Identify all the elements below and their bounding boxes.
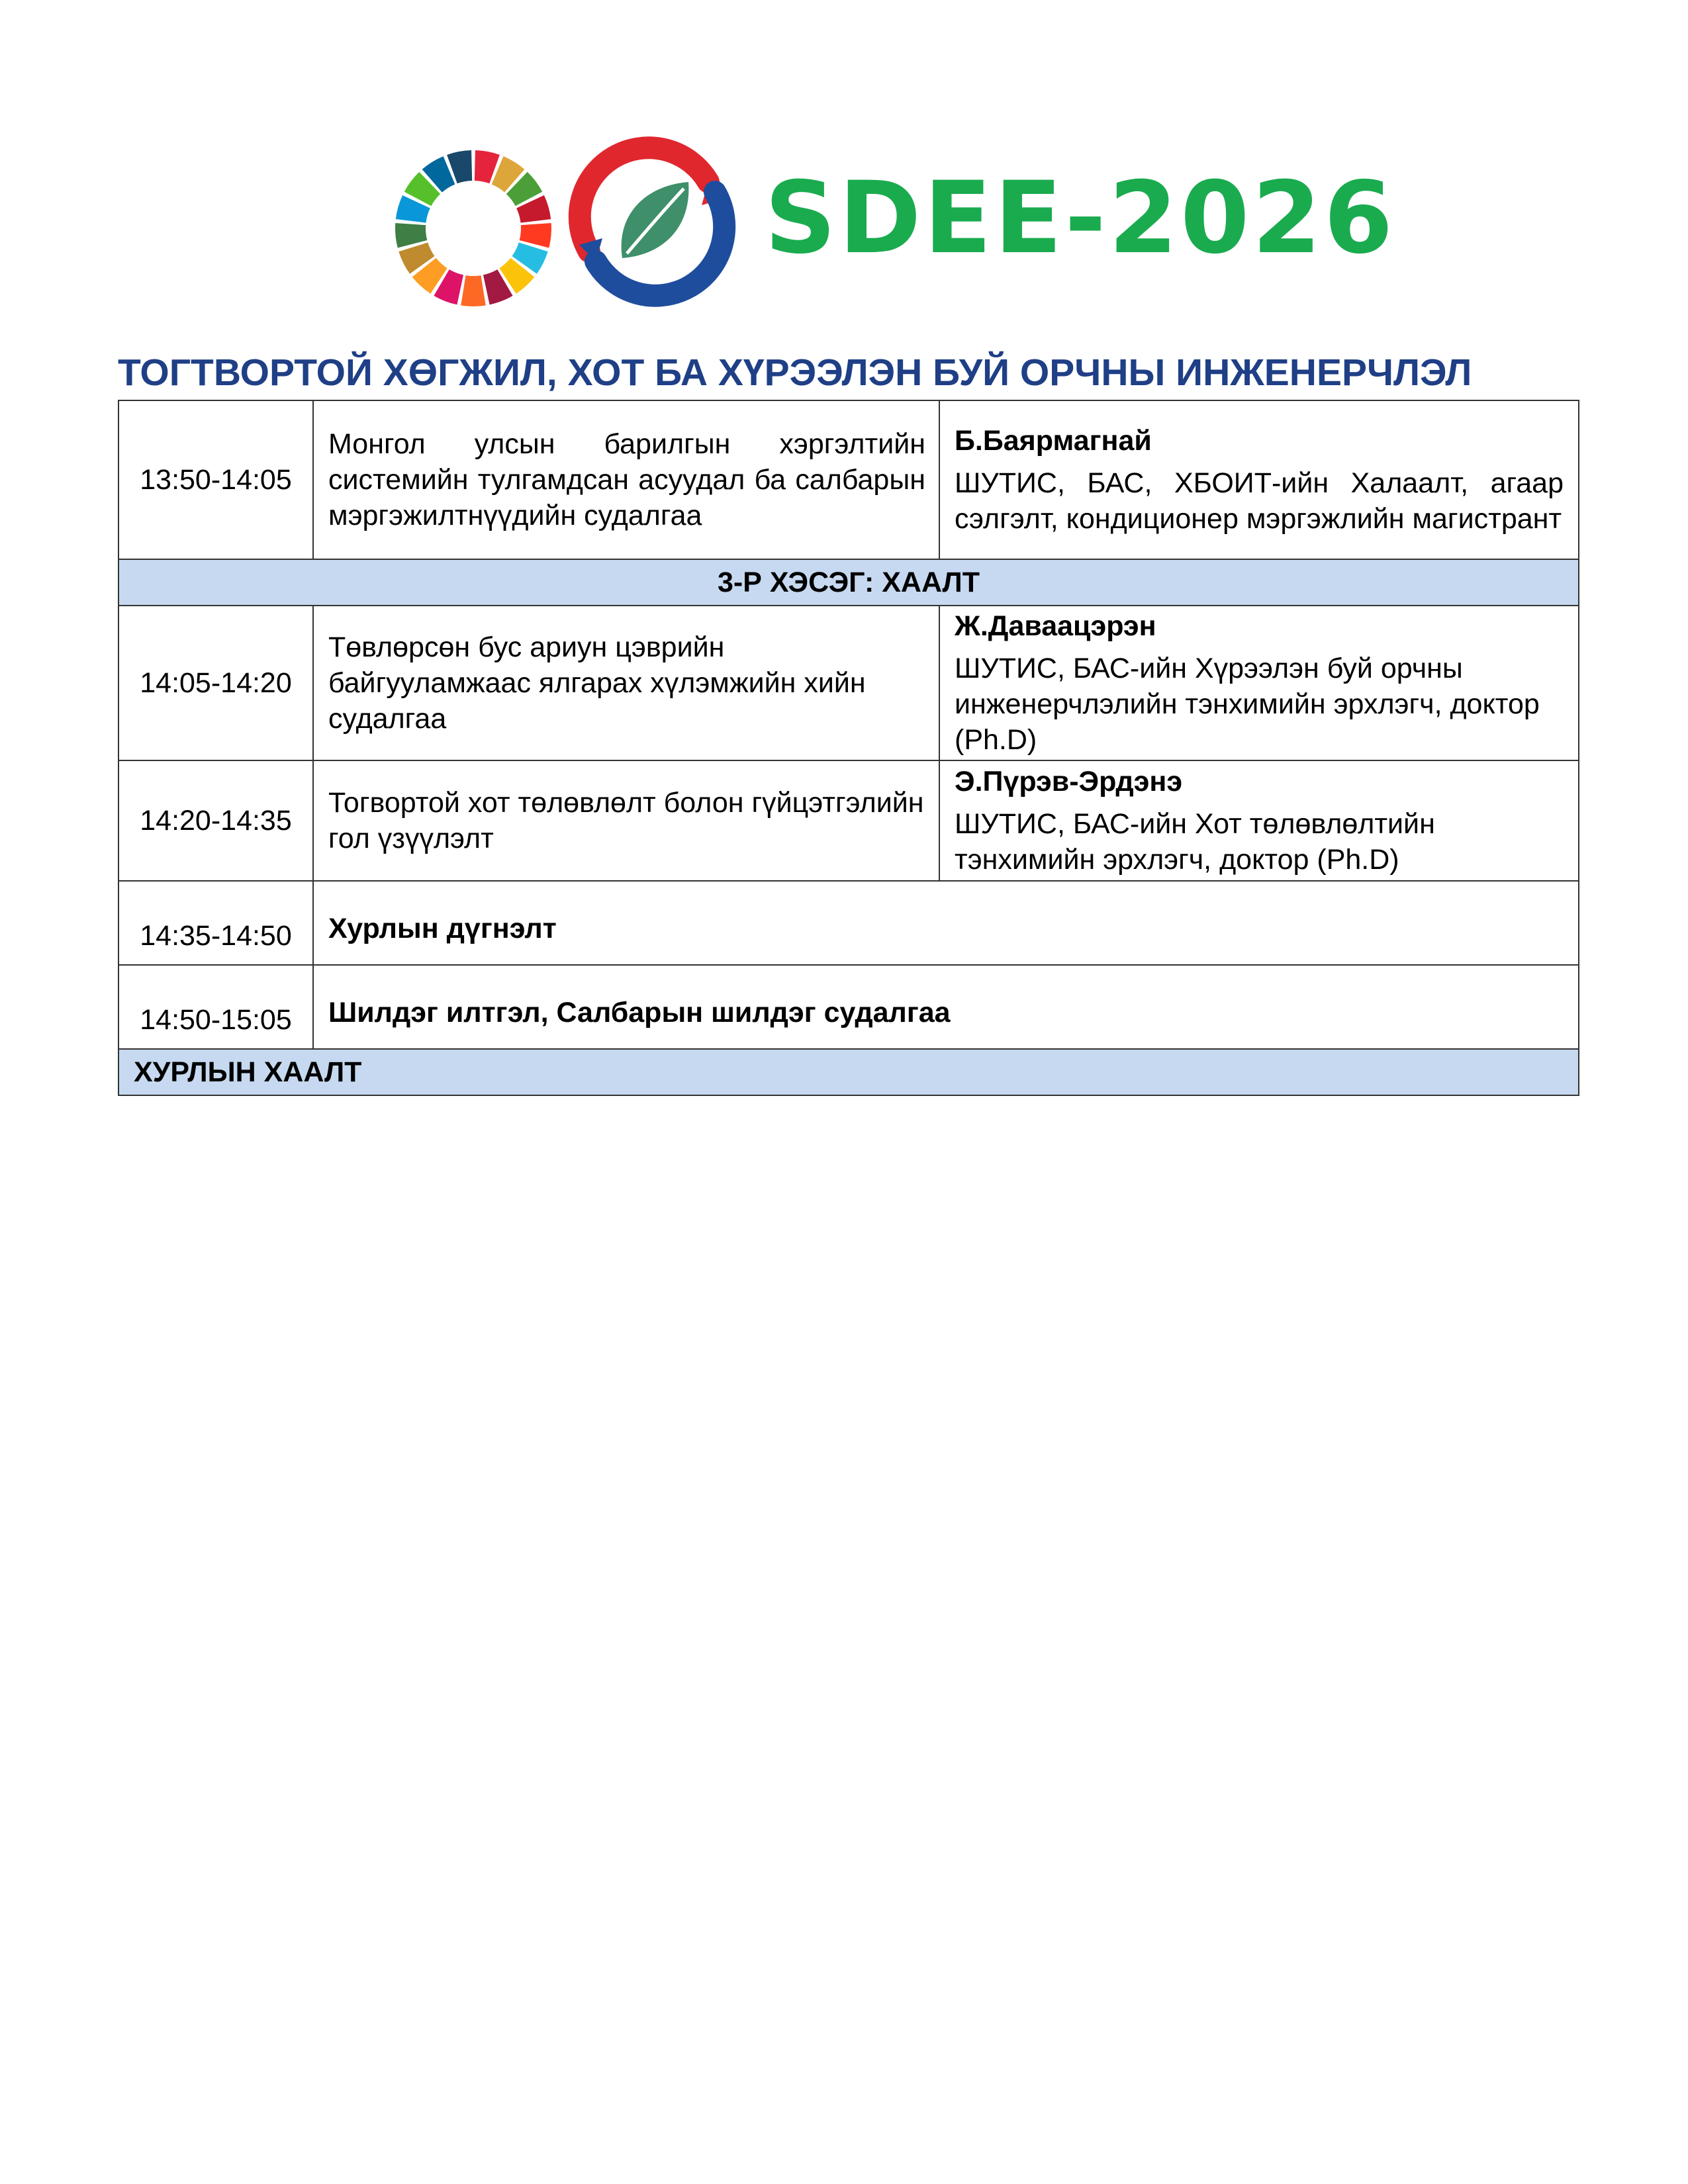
sdg-wheel-segment [461,275,486,306]
speaker-name: Ж.Даваацэрэн [955,610,1156,642]
table-row [118,881,1579,965]
page-title: ТОГТВОРТОЙ ХӨГЖИЛ, ХОТ БА ХҮРЭЭЛЭН БУЙ ОРЧНЫ ИНЖЕНЕРЧЛЭЛ [118,351,1472,394]
topic-cell: Төвлөрсөн бус ариун цэврийн байгууламжаас ялгарах хүлэмжийн хийн судалгаа [313,606,939,760]
speaker-name: Б.Баярмагнай [955,425,1152,457]
section-row [118,559,1579,606]
speaker-cell [939,400,1579,559]
topic-cell: Хурлын дүгнэлт [313,881,1579,965]
speaker-cell [939,606,1579,760]
section-heading: 3-Р ХЭСЭГ: ХААЛТ [118,559,1579,606]
topic-cell: Тогвортой хот төлөвлөлт болон гүйцэтгэлийн гол үзүүлэлт [313,760,939,881]
closing-row [118,1049,1579,1095]
table-row [118,400,1579,559]
time-cell: 14:50-15:05 [118,965,313,1049]
topic-cell: Монгол улсын барилгын хэргэлтийн системийн тулгамдсан асуудал ба салбарын мэргэжилтнүүдийн судалгаа [313,400,939,559]
speaker-cell [939,760,1579,881]
speaker-name: Э.Пүрэв-Эрдэнэ [955,766,1183,797]
speaker-affiliation: ШУТИС, БАС, ХБОИТ-ийн Халаалт, агаар сэлгэлт, кондиционер мэргэжлийн магистрант [955,467,1564,535]
schedule-table [118,400,1579,1096]
sdg-wheel-segment [520,223,551,248]
topic-cell: Шилдэг илтгэл, Салбарын шилдэг судалгаа [313,965,1579,1049]
sdg-wheel-logo [391,146,556,311]
closing-heading: ХУРЛЫН ХААЛТ [118,1049,1579,1095]
hands-leaf-logo [566,136,738,308]
time-cell: 14:20-14:35 [118,760,313,881]
speaker-affiliation: ШУТИС, БАС-ийн Хот төлөвлөлтийн тэнхимийн эрхлэгч, доктор (Ph.D) [955,808,1435,876]
header-logos [391,136,1396,308]
speaker-affiliation: ШУТИС, БАС-ийн Хүрээлэн буй орчны инженерчлэлийн тэнхимийн эрхлэгч, доктор (Ph.D) [955,653,1540,756]
table-row [118,606,1579,760]
time-cell: 14:35-14:50 [118,881,313,965]
time-cell: 14:05-14:20 [118,606,313,760]
sdg-wheel-segment [395,223,427,248]
table-row [118,760,1579,881]
table-row [118,965,1579,1049]
brand-name: SDEE-2026 [765,161,1396,276]
time-cell: 13:50-14:05 [118,400,313,559]
